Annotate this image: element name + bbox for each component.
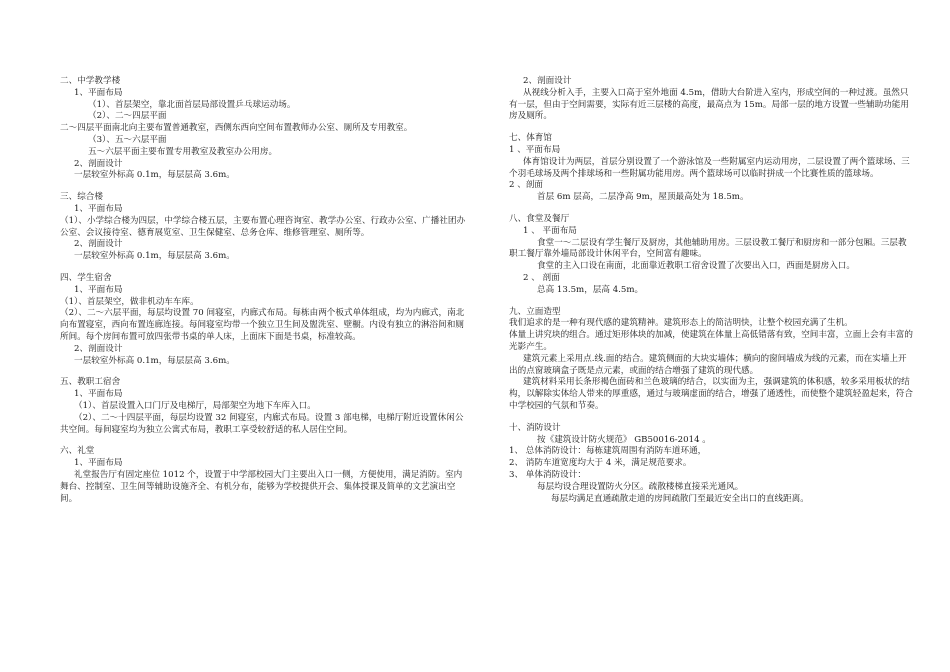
left-column-line: 1、平面布局 xyxy=(74,87,123,98)
right-column-line: 八、食堂及餐厅 xyxy=(509,213,570,224)
left-column-line: 一层较室外标高 0.1m，每层层高 3.6m。 xyxy=(74,251,235,262)
left-column-line: （3）、五～六层平面 xyxy=(88,134,167,145)
right-column xyxy=(509,76,915,505)
right-column-line: 食堂一～二层设有学生餐厅及厨房，其他辅助用房。三层设教工餐厅和厨房和一部分包厢。三层教职工餐厅靠外墙局部设计休闲平台，空间富有趣味。 xyxy=(509,237,907,260)
left-column-line: 四、学生宿舍 xyxy=(60,272,112,283)
left-column-line: 1、平面布局 xyxy=(74,284,123,295)
right-column-line: 建筑材料采用长条形褐色面砖和兰色玻璃的结合，以实面为主，强调建筑的体积感，较多采用板状的结构，以解除实体给人带来的厚重感，通过与玻璃虚面的结合，增强了通透性，而使整个建筑轻盈起来，符合中学校园的气氛和节奏。 xyxy=(509,377,913,411)
right-column-line: 体育馆设计为两层，首层分别设置了一个游泳馆及一些附属室内运动用房，二层设置了两个篮球场、三个羽毛球场及两个排球场和一些附属功能用房。两个篮球场可以临时拼成一个比赛性质的篮球场。 xyxy=(509,156,910,179)
right-column-line: 1、 总体消防设计：每栋建筑周围有消防车道环通， xyxy=(509,446,707,457)
left-column-line: （2）、二～六层平面，每层均设置 70 间寝室，内廊式布局。每栋由两个板式单体组成，均为内廊式，南北向布置寝室，西向布置连廊连接。每间寝室均带一个独立卫生间及盥洗室、壁橱。内设有独立的淋浴间和厕所间。每个房间布置可放四张带书桌的单人床，上面床下面是书桌，标准较高。 xyxy=(60,308,465,342)
left-column-line: （1）、首层架空，靠北面首层局部设置乒乓球运动场。 xyxy=(88,99,296,110)
left-column-line: 五～六层平面主要布置专用教室及教室办公用房。 xyxy=(88,146,278,157)
right-column-line: 每层均满足直通疏散走道的房间疏散门至最近安全出口的直线距离。 xyxy=(551,493,809,504)
right-column-line: 按《建筑设计防火规范》 GB50016-2014 。 xyxy=(537,434,711,445)
left-column-line: 1、平面布局 xyxy=(74,458,123,469)
right-column-line: 我们追求的是一种有现代感的建筑精神。建筑形态上的简洁明快，让整个校园充满了生机。 xyxy=(509,318,853,329)
left-column-line: 一层较室外标高 0.1m，每层层高 3.6m。 xyxy=(74,170,235,181)
right-column-line: 2 、剖面 xyxy=(509,180,543,191)
left-column xyxy=(60,76,466,505)
left-column-line: 2、剖面设计 xyxy=(74,158,123,169)
right-column-line: 1 、 平面布局 xyxy=(523,225,577,236)
right-column-line: 从视线分析入手，主要入口高于室外地面 4.5m，借助大台阶进入室内，形成空间的一种过渡。虽然只有一层，但由于空间需要，实际有近三层楼的高度，最高点为 15m。局部一层的地方设置一些辅助功能用房及厕所。 xyxy=(509,87,909,122)
left-column-line: 六、礼堂 xyxy=(60,446,95,457)
left-column-line: （1）、小学综合楼为四层，中学综合楼五层，主要布置心理咨询室、教学办公室、行政办公室、广播社团办公室、会议接待室、德育展览室、卫生保健室、总务仓库、维修管理室、厕所等。 xyxy=(60,215,466,238)
left-column-line: 五、教职工宿舍 xyxy=(60,377,121,388)
right-column-line: 2、 消防车道宽度均大于 4 米，满足规范要求。 xyxy=(509,458,692,469)
right-column-line: 体量上讲究块的组合。通过矩形体块的加减，使建筑在体量上高低错落有致，空间丰富，立面上会有丰富的光影产生。 xyxy=(509,330,913,352)
left-column-line: 二～四层平面南北向主要布置普通教室，西侧东西向空间布置教师办公室、厕所及专用教室。 xyxy=(60,123,413,134)
left-column-line: （2）、二～四层平面 xyxy=(88,111,167,122)
left-column-line: （1）、首层设置入口门厅及电梯厅，局部架空为地下车库入口。 xyxy=(74,400,316,411)
right-column-line: 3、 单体消防设计： xyxy=(509,469,586,480)
left-column-line: （2）、二～十四层平面，每层均设置 32 间寝室，内廊式布局。设置 3 部电梯，电梯厅附近设置休闲公共空间。每间寝室均为独立公寓式布局，教职工享受较舒适的私人居住空间。 xyxy=(60,412,464,435)
right-column-line: 九、立面造型 xyxy=(509,306,561,317)
left-column-line: 礼堂报告厅有固定座位 1012 个，设置于中学部校园大门主要出入口一侧，方便使用，满足消防。室内舞台、控制室、卫生间等辅助设施齐全、有机分布，能够为学校提供开会、集体授课及简单的文艺演出空间。 xyxy=(60,469,463,504)
left-column-line: （1）、首层架空，做非机动车车库。 xyxy=(60,296,199,307)
right-column-line: 2 、 剖面 xyxy=(523,272,560,283)
right-column-line: 食堂的主入口设在南面，北面靠近教职工宿舍设置了次要出入口，西面是厨房入口。 xyxy=(537,261,855,272)
right-column-line: 七、体育馆 xyxy=(509,133,552,144)
right-column-line: 每层均设合理设置防火分区。疏散楼梯直接采光通风。 xyxy=(537,481,744,492)
right-column-line: 2、剖面设计 xyxy=(523,76,572,86)
right-column-line: 首层 6m 层高，二层净高 9m，屋顶最高处为 18.5m。 xyxy=(537,192,749,203)
right-column-line: 建筑元素上采用点.线.面的结合。建筑侧面的大块实墙体；横向的窗间墙成为线的元素，而在实墙上开出的点窗玻璃盒子既是点元素，或面的结合增强了建筑的现代感。 xyxy=(509,353,907,376)
left-column-line: 三、综合楼 xyxy=(60,192,103,203)
left-column-line: 2、剖面设计 xyxy=(74,239,123,250)
right-column-line: 十、消防设计 xyxy=(509,422,561,433)
left-column-line: 一层较室外标高 0.1m，每层层高 3.6m。 xyxy=(74,355,235,366)
right-column-line: 1 、平面布局 xyxy=(509,144,561,155)
left-column-line: 1、平面布局 xyxy=(74,389,123,400)
right-column-line: 总高 13.5m，层高 4.5m。 xyxy=(537,284,644,295)
left-column-line: 2、剖面设计 xyxy=(74,343,123,354)
left-column-line: 1、平面布局 xyxy=(74,203,123,214)
left-column-line: 二、中学教学楼 xyxy=(60,76,121,86)
